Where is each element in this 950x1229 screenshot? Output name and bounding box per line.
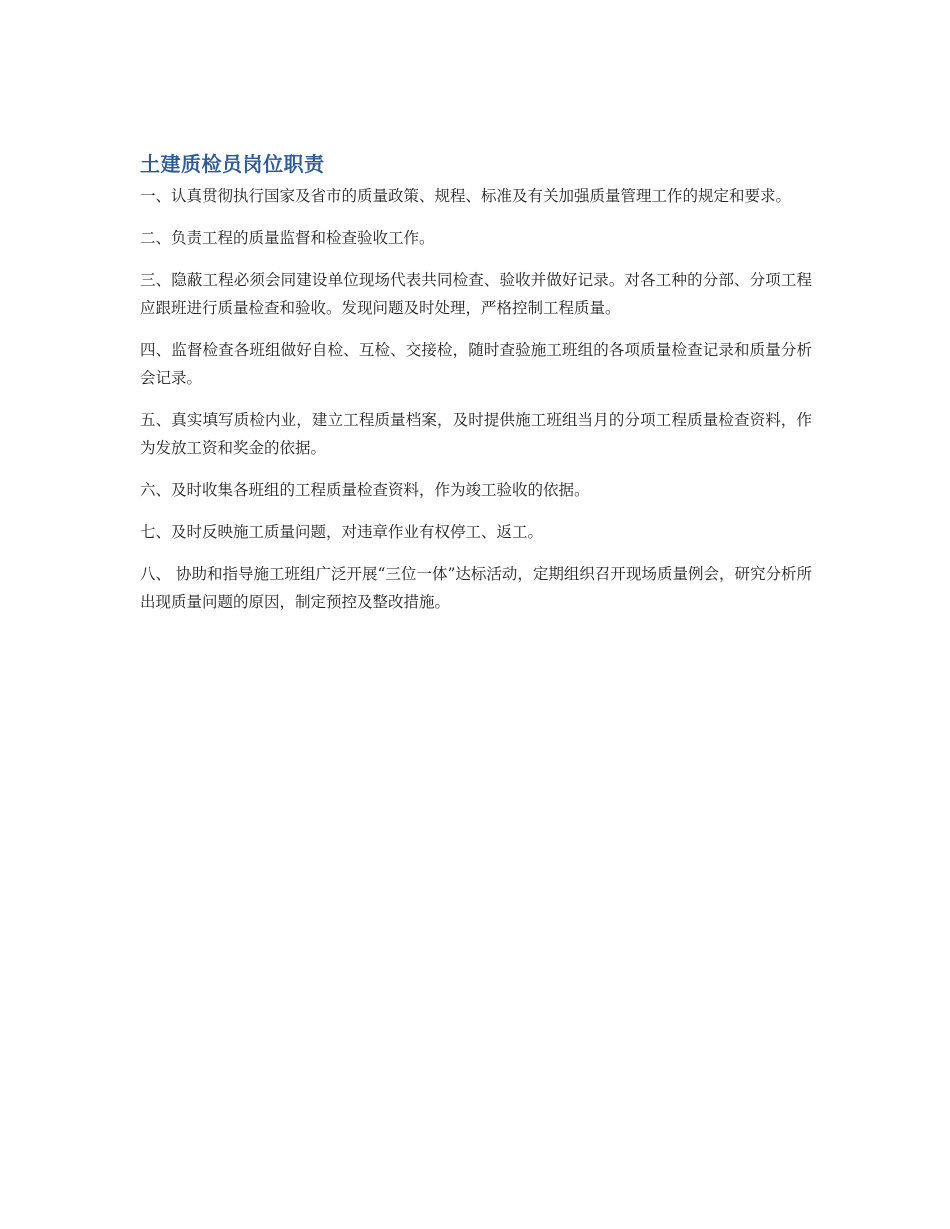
document-title: 土建质检员岗位职责 — [140, 152, 325, 176]
paragraph-8: 八、 协助和指导施工班组广泛开展“三位一体”达标活动，定期组织召开现场质量例会，研究分析所出现质量问题的原因，制定预控及整改措施。 — [140, 565, 812, 611]
paragraph-2: 二、负责工程的质量监督和检查验收工作。 — [140, 229, 435, 247]
paragraph-1: 一、认真贯彻执行国家及省市的质量政策、规程、标准及有关加强质量管理工作的规定和要求。 — [140, 187, 792, 205]
paragraph-5: 五、真实填写质检内业，建立工程质量档案，及时提供施工班组当月的分项工程质量检查资料，作为发放工资和奖金的依据。 — [140, 411, 812, 457]
paragraph-3: 三、隐蔽工程必须会同建设单位现场代表共同检查、验收并做好记录。对各工种的分部、分项工程应跟班进行质量检查和验收。发现问题及时处理，严格控制工程质量。 — [140, 271, 812, 317]
paragraph-4: 四、监督检查各班组做好自检、互检、交接检，随时查验施工班组的各项质量检查记录和质量分析会记录。 — [140, 341, 812, 387]
paragraph-6: 六、及时收集各班组的工程质量检查资料，作为竣工验收的依据。 — [140, 481, 590, 499]
paragraph-7: 七、及时反映施工质量问题，对违章作业有权停工、返工。 — [140, 523, 544, 541]
document-content — [140, 150, 812, 630]
